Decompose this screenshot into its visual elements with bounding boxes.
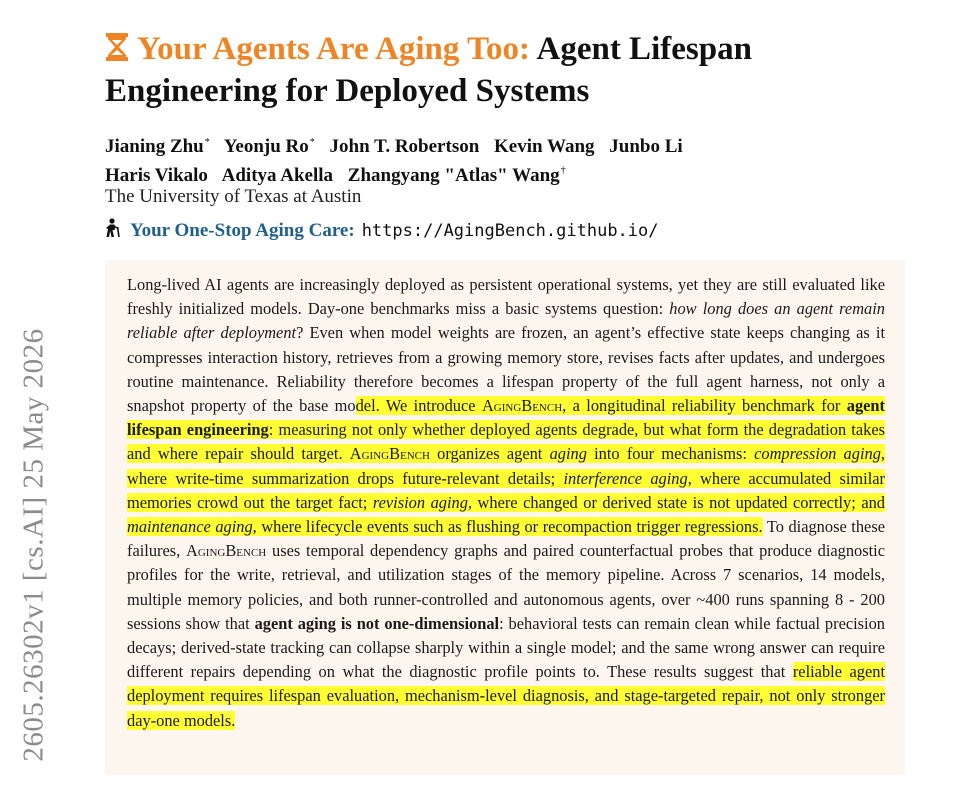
title-highlight: Your Agents Are Aging Too: — [137, 31, 531, 67]
author-list — [105, 131, 905, 188]
elderly-person-icon — [105, 218, 122, 244]
affiliation: The University of Texas at Austin — [105, 186, 362, 207]
abstract-box — [105, 260, 905, 775]
project-url[interactable]: https://AgingBench.github.io/ — [361, 221, 659, 241]
author: Aditya Akella — [221, 164, 334, 186]
author: Haris Vikalo — [105, 164, 208, 186]
author: Zhangyang "Atlas" Wang† — [347, 164, 566, 186]
project-link-colon: : — [348, 220, 355, 241]
author: John T. Robertson — [329, 136, 480, 158]
author: Junbo Li — [609, 136, 683, 158]
paper-title — [105, 30, 905, 111]
hourglass-icon — [105, 32, 129, 72]
project-link-label[interactable]: Your One-Stop Aging Care — [130, 220, 349, 241]
title-line1-rest: Agent Lifespan — [536, 31, 752, 67]
abstract-text: Long-lived AI agents are increasingly deployed as persistent operational systems, yet they are still evaluated like freshly initialized models. Day-one benchmarks miss a basic systems question: how long does an agent remain reliable after deployment? Even when model weights are frozen, an agent’s effective state keeps changing as it compresses interaction history, retrieves from a growing memory store, revises facts after updates, and undergoes routine maintenance. Reliability therefore becomes a lifespan property of the full agent harness, not only a snapshot property of the base model. We introduce AgingBench, a longitudinal reliability benchmark for agent lifespan engineering: measuring not only whether deployed agents degrade, but what form the degradation takes and where repair should target. AgingBench organizes agent aging into four mechanisms: compression aging, where write-time summarization drops future-relevant details; interference aging, where accumulated similar memories crowd out the target fact; revision aging, where changed or derived state is not updated correctly; and maintenance aging, where lifecycle events such as flushing or recompaction trigger regressions. To diagnose these failures, AgingBench uses temporal dependency graphs and paired counterfactual probes that produce diagnostic profiles for the write, retrieval, and utilization stages of the memory pipeline. Across 7 scenarios, 14 models, multiple memory policies, and both runner-controlled and autonomous agents, over ~400 runs spanning 8 - 200 sessions show that agent aging is not one-dimensional: behavioral tests can remain clean while factual precision decays; derived-state tracking can collapse sharply within a single model; and the same wrong answer can require different repairs depending on what the diagnostic profile points to. These results suggest that reliable agent deployment requires lifespan evaluation, mechanism-level diagnosis, and stage-targeted repair, not only stronger day-one models. — [127, 275, 886, 730]
abstract-highlight-1: del. We introduce AgingBench, a longitudinal reliability benchmark for agent lifespan engineering: measuring not only whether deployed agents degrade, but what form the degradation takes and where repair should target. AgingBench organizes agent aging into four mechanisms: compression aging, where write-time summarization drops future-relevant details; interference aging, where accumulated similar memories crowd out the target fact; revision aging, where changed or derived state is not updated correctly; and maintenance aging, where lifecycle events such as flushing or recompaction trigger regressions. — [127, 396, 886, 537]
abstract-highlight-2: reliable agent deployment requires lifespan evaluation, mechanism-level diagnosis, and stage-targeted repair, not only stronger day-one models. — [127, 662, 885, 730]
title-line2: Engineering for Deployed Systems — [105, 73, 590, 109]
project-link-row — [105, 218, 659, 244]
author: Jianing Zhu* — [105, 136, 210, 158]
author: Kevin Wang — [494, 136, 595, 158]
author: Yeonju Ro* — [223, 136, 315, 158]
arxiv-identifier: 2605.26302v1 [cs.AI] 25 May 2026 — [17, 328, 50, 762]
